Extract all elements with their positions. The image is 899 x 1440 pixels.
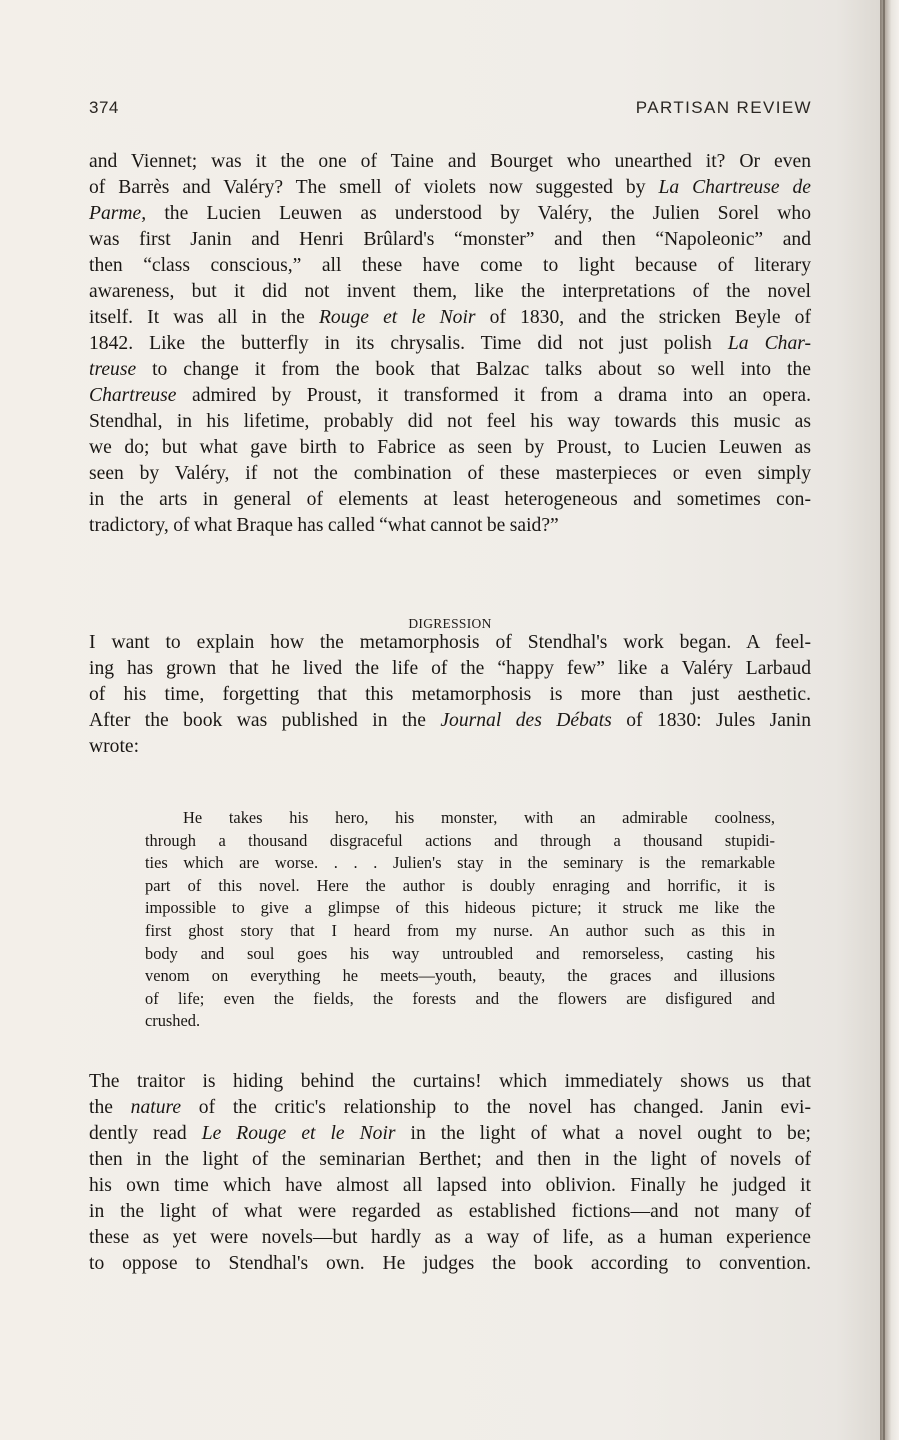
block-quote-janin [145, 807, 775, 1033]
text-line: the nature of the critic's relationship to the novel has changed. Janin evi- [89, 1097, 811, 1118]
text-line: then “class conscious,” all these have come to light because of literary [89, 255, 811, 276]
text-line: impossible to give a glimpse of this hideous picture; it struck me like the [145, 898, 775, 918]
text-line: part of this novel. Here the author is doubly enraging and horrific, it is [145, 875, 775, 895]
text-line: then in the light of the seminarian Berthet; and then in the light of novels of [89, 1149, 811, 1170]
running-head [89, 98, 812, 122]
binding-shadow-line [883, 0, 885, 1440]
text-line: first ghost story that I heard from my nurse. An author such as this in [145, 920, 775, 940]
italic-title: nature [130, 1097, 182, 1118]
text-line: He takes his hero, his monster, with an admirable coolness, [183, 808, 775, 827]
text-line: ing has grown that he lived the life of the “happy few” like a Valéry Larbaud [89, 658, 811, 679]
paragraph-2 [89, 630, 811, 760]
text-line: itself. It was all in the Rouge et le Noir of 1830, and the stricken Beyle of [89, 307, 811, 328]
text-line: ties which are worse. . . . Julien's stay in the seminary is the remarkable [145, 853, 775, 873]
text-line: awareness, but it did not invent them, like the interpretations of the novel [89, 281, 811, 302]
text-line: After the book was published in the Journal des Débats of 1830: Jules Janin [89, 710, 811, 731]
italic-title: treuse [89, 359, 137, 380]
text-line: dently read Le Rouge et le Noir in the light of what a novel ought to be; [89, 1123, 811, 1144]
text-line: seen by Valéry, if not the combination of these masterpieces or even simply [89, 463, 811, 484]
page-number: 374 [89, 98, 119, 117]
text-line: wrote: [89, 736, 140, 757]
italic-title: Parme, [89, 203, 147, 224]
text-line: Stendhal, in his lifetime, probably did not feel his way towards this music as [89, 411, 811, 432]
paragraph-3 [89, 1069, 811, 1277]
text-line: crushed. [145, 1011, 201, 1031]
text-line: and Viennet; was it the one of Taine and Bourget who unearthed it? Or even [89, 151, 811, 172]
paragraph-1 [89, 149, 811, 539]
text-line: Chartreuse admired by Proust, it transformed it from a drama into an opera. [89, 385, 811, 406]
section-heading-digression: DIGRESSION [408, 616, 492, 631]
italic-title: Rouge et le Noir [318, 307, 476, 328]
italic-title: Le Rouge et le Noir [201, 1123, 396, 1144]
text-line: The traitor is hiding behind the curtains! which immediately shows us that [89, 1071, 811, 1092]
text-line: in the light of what were regarded as established fictions—and not many of [89, 1201, 811, 1222]
text-line: tradictory, of what Braque has called “what cannot be said?” [89, 515, 559, 536]
italic-title: Chartreuse [89, 385, 177, 406]
text-line: to oppose to Stendhal's own. He judges the book according to convention. [89, 1253, 811, 1274]
text-line: treuse to change it from the book that Balzac talks about so well into the [89, 359, 811, 380]
text-line: 1842. Like the butterfly in its chrysalis. Time did not just polish La Char- [89, 333, 812, 354]
italic-title: Journal des Débats [440, 710, 612, 731]
text-line: Parme, the Lucien Leuwen as understood by Valéry, the Julien Sorel who [89, 203, 811, 224]
text-line: through a thousand disgraceful actions and through a thousand stupidi- [145, 830, 775, 850]
italic-title: La Chartreuse de [658, 177, 811, 198]
text-line: I want to explain how the metamorphosis of Stendhal's work began. A feel- [89, 632, 811, 653]
text-line: of his time, forgetting that this metamorphosis is more than just aesthetic. [89, 684, 811, 705]
text-line: his own time which have almost all lapsed into oblivion. Finally he judged it [89, 1175, 811, 1196]
text-line: we do; but what gave birth to Fabrice as seen by Proust, to Lucien Leuwen as [89, 437, 811, 458]
text-line: venom on everything he meets—youth, beauty, the graces and illusions [145, 966, 775, 986]
text-line: these as yet were novels—but hardly as a way of life, as a human experience [89, 1227, 811, 1248]
text-line: body and soul goes his way untroubled and remorseless, casting his [145, 943, 775, 963]
text-line: of Barrès and Valéry? The smell of violets now suggested by La Chartreuse de [89, 177, 811, 198]
journal-title: PARTISAN REVIEW [635, 98, 812, 117]
italic-title: La Char- [727, 333, 812, 354]
text-line: of life; even the fields, the forests and the flowers are disfigured and [145, 988, 775, 1008]
text-line: was first Janin and Henri Brûlard's “monster” and then “Napoleonic” and [89, 229, 811, 250]
text-line: in the arts in general of elements at least heterogeneous and sometimes con- [89, 489, 811, 510]
